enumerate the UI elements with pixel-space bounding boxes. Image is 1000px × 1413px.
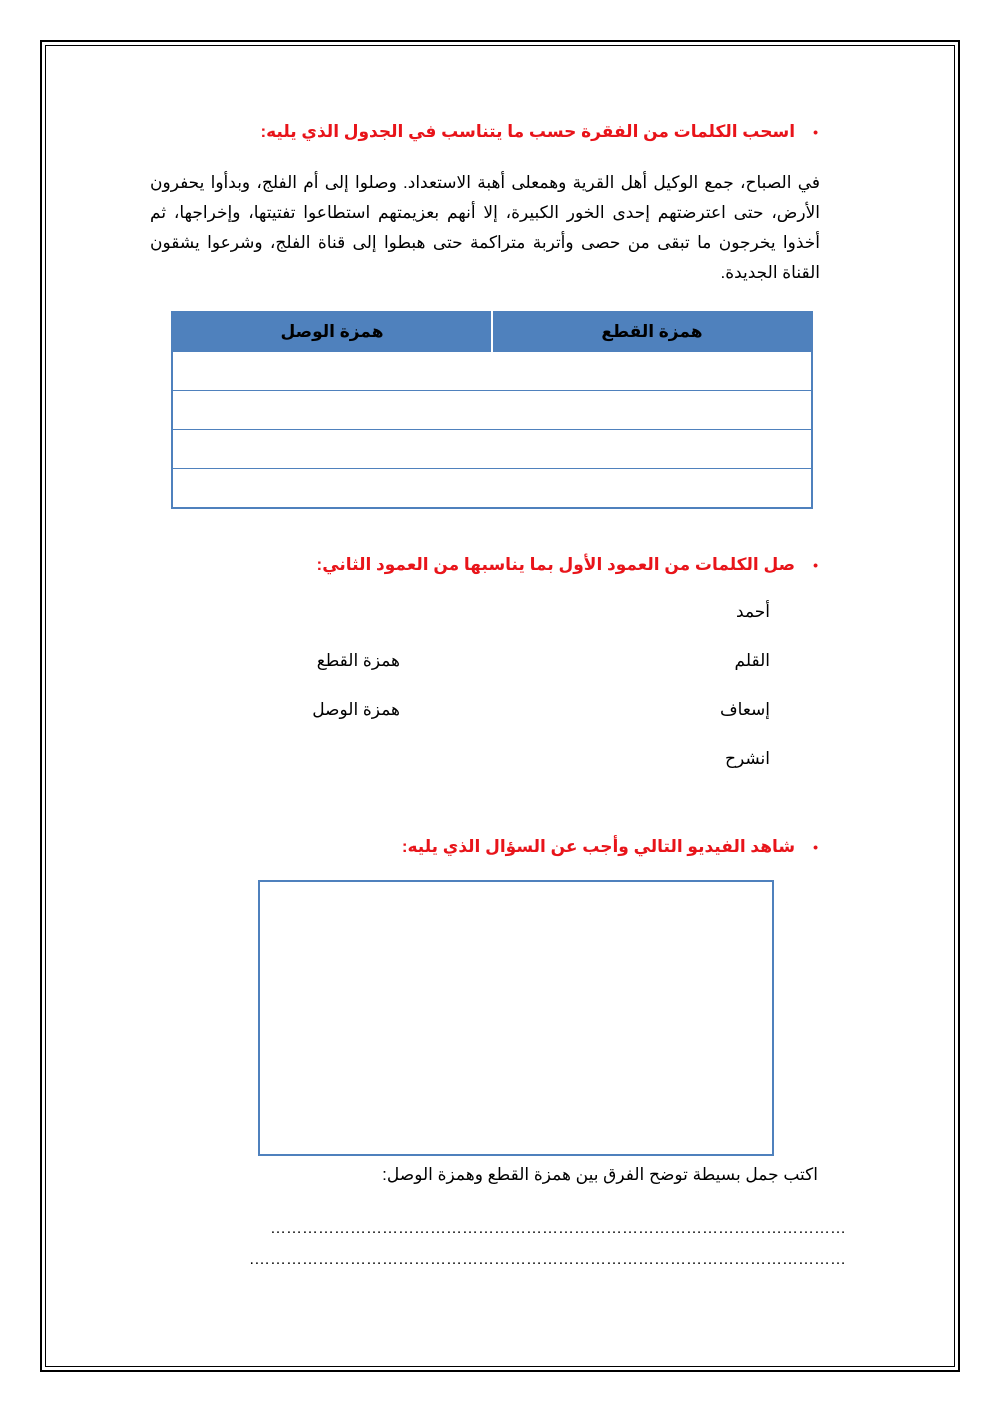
table-row	[172, 430, 812, 469]
writing-instruction: اكتب جمل بسيطة توضح الفرق بين همزة القطع وهمزة الوصل:	[382, 1165, 818, 1184]
section1-heading-text: اسحب الكلمات من الفقرة حسب ما يتناسب في الجدول الذي يليه:	[260, 122, 796, 141]
drop-cell-wasl[interactable]	[172, 352, 492, 391]
section1-heading	[260, 122, 818, 142]
match-word-1[interactable]: أحمد	[736, 602, 770, 621]
table-header-wasl: همزة الوصل	[172, 312, 492, 352]
table-header-row	[172, 312, 812, 352]
section3-heading	[402, 837, 818, 857]
section2-heading-text: صل الكلمات من العمود الأول بما يناسبها من العمود الثاني:	[316, 555, 796, 574]
match-target-wasl[interactable]: همزة الوصل	[312, 700, 400, 719]
drop-cell-qat[interactable]	[492, 430, 812, 469]
answer-line-2[interactable]: ………………………………………………………………………………………………….	[249, 1251, 846, 1268]
drop-cell-wasl[interactable]	[172, 430, 492, 469]
bullet-icon: •	[813, 557, 818, 573]
answer-line-1[interactable]: ………………………………………………………………………………………………	[270, 1220, 846, 1237]
table-header-qat: همزة القطع	[492, 312, 812, 352]
match-word-3[interactable]: إسعاف	[720, 700, 770, 719]
story-paragraph: في الصباح، جمع الوكيل أهل القرية وهمعلى أهبة الاستعداد. وصلوا إلى أم الفلج، وبدأوا يحفرون الأرض، حتى اعترضتهم إحدى الخور الكبيرة، إلا أنهم بعزيمتهم استطاعوا تفتيتها، وإخراجها، ثم أخذوا يخرجون ما تبقى من حصى وأتربة متراكمة حتى هبطوا إلى قناة الفلج، وشرعوا يشقون القناة الجديدة.	[150, 173, 820, 282]
match-target-qat[interactable]: همزة القطع	[316, 651, 400, 670]
video-placeholder[interactable]	[258, 880, 774, 1156]
bullet-icon: •	[813, 124, 818, 140]
drop-cell-wasl[interactable]	[172, 469, 492, 509]
drop-cell-wasl[interactable]	[172, 391, 492, 430]
match-word-2[interactable]: القلم	[734, 651, 770, 670]
match-word-4[interactable]: انشرح	[725, 749, 770, 768]
hamza-sort-table	[171, 311, 813, 509]
drop-cell-qat[interactable]	[492, 352, 812, 391]
drop-cell-qat[interactable]	[492, 391, 812, 430]
table-row	[172, 469, 812, 509]
section2-heading	[317, 555, 818, 575]
bullet-icon: •	[813, 839, 818, 855]
section3-heading-text: شاهد الفيديو التالي وأجب عن السؤال الذي يليه:	[401, 837, 796, 856]
table-row	[172, 391, 812, 430]
table-row	[172, 352, 812, 391]
drop-cell-qat[interactable]	[492, 469, 812, 509]
